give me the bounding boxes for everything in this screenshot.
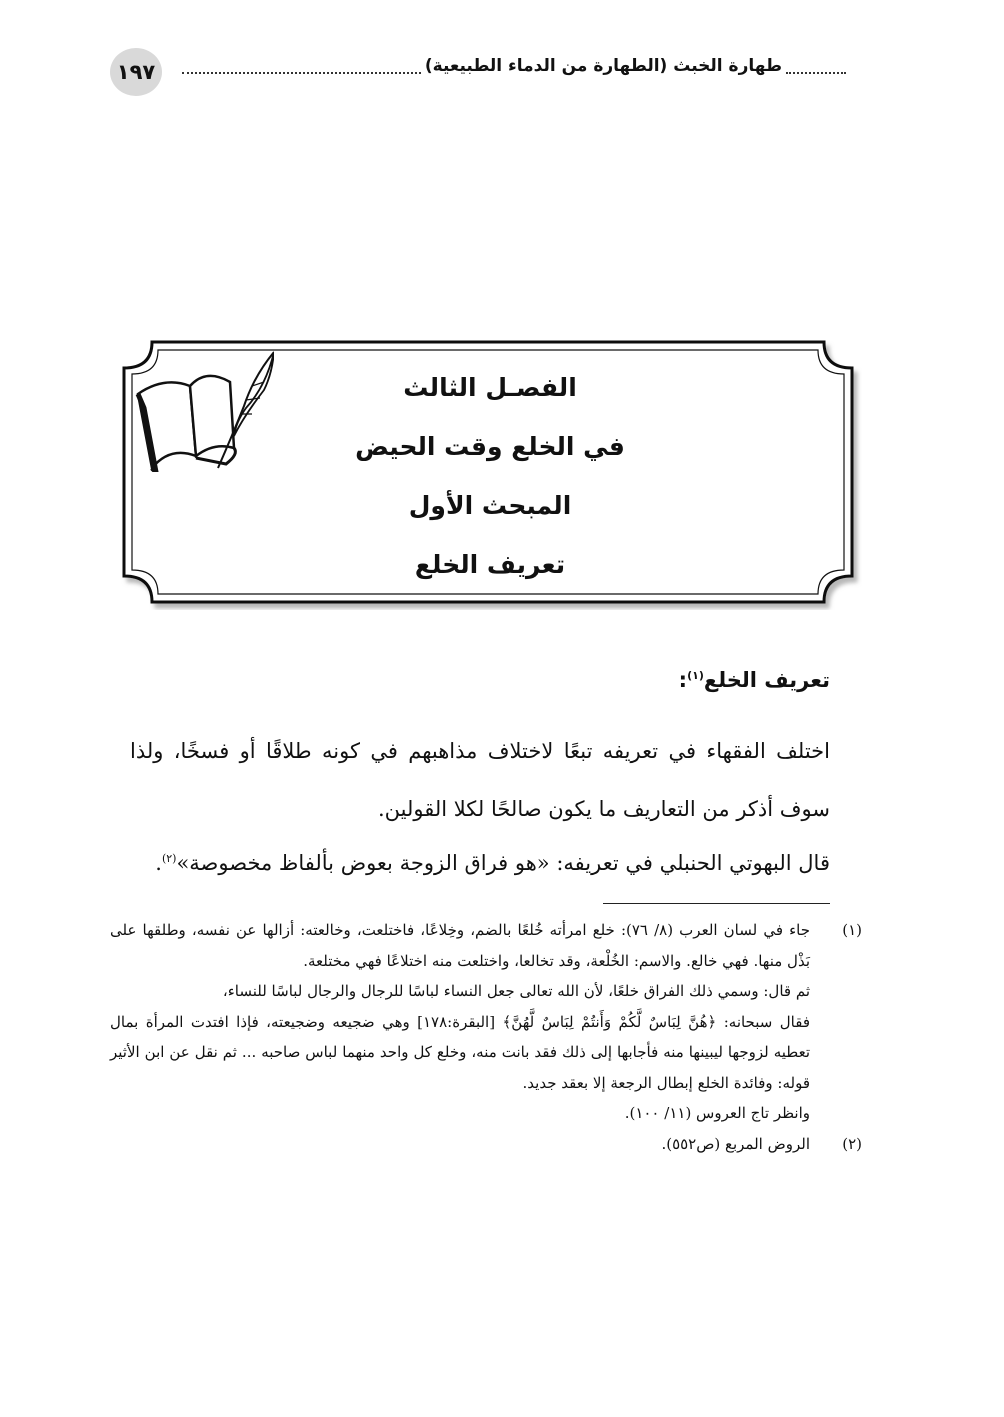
chapter-title-block xyxy=(268,358,712,594)
heading-colon: : xyxy=(678,668,688,692)
running-title-text: طهارة الخبث (الطهارة من الدماء الطبيعية) xyxy=(424,56,782,76)
page-header xyxy=(110,48,850,98)
book-quill-icon xyxy=(134,346,274,472)
quote-text: قال البهوتي الحنبلي في تعريفه: «هو فراق الزوجة بعوض بألفاظ مخصوصة» xyxy=(176,851,830,875)
chapter-label: الفصـل الثالث xyxy=(403,373,577,402)
chapter-subject: في الخلع وقت الحيض xyxy=(355,432,625,461)
section-heading xyxy=(130,668,830,692)
section-subject: تعريف الخلع xyxy=(414,550,566,579)
footnote-separator xyxy=(603,903,830,904)
footnotes xyxy=(110,915,862,1159)
footnote-paragraph: جاء في لسان العرب (٨/ ٧٦): خلع امرأته خُلعًا بالضم، وخِلاعًا، فاختلعت، وخالعته: أزالها عن نفسه، وطلقها على بَذْل منها. فهي خالع. والاسم: الخُلْعة، وقد تخالعا، واختلعت منه اختلاعًا فهي مختلعة. xyxy=(110,921,810,970)
body-paragraph-1: اختلف الفقهاء في تعريفه تبعًا لاختلاف مذاهبهم في كونه طلاقًا أو فسخًا، ولذا سوف أذكر من التعاريف ما يكون صالحًا لكلا القولين. xyxy=(130,739,830,821)
footnote-ref-1: (١) xyxy=(687,669,704,682)
footnote-paragraph: وانظر تاج العروس (١١/ ١٠٠). xyxy=(624,1104,810,1122)
chapter-title-frame xyxy=(118,338,862,610)
leader-dots-left xyxy=(182,58,421,74)
body-paragraph-2 xyxy=(130,830,830,892)
footnote-number: (٢) xyxy=(842,1134,862,1153)
leader-dots-right xyxy=(786,58,846,74)
footnote-2 xyxy=(110,1129,862,1160)
running-title xyxy=(178,56,850,76)
footnote-paragraph: ثم قال: وسمي ذلك الفراق خلعًا، لأن الله تعالى جعل النساء لباسًا للرجال والرجال لباسًا للنساء، xyxy=(222,982,810,1000)
footnote-number: (١) xyxy=(842,921,862,939)
page-number-badge: ١٩٧ xyxy=(110,48,162,96)
section-label: المبحث الأول xyxy=(408,491,572,520)
quote-end: . xyxy=(155,851,162,875)
footnote-paragraph: فقال سبحانه: ﴿هُنَّ لِبَاسٌ لَّكُمْ وَأَنتُمْ لِبَاسٌ لَّهُنَّ﴾ [البقرة:١٧٨] وهي ضجيعه وضجيعته، فإذا افتدت المرأة بمال تعطيه لزوجها ليبينها منه فأجابها إلى ذلك فقد بانت منه، وخلع كل واحد منهما لباس صاحبه ... ثم نقل عن ابن الأثير قوله: وفائدة الخلع إبطال الرجعة إلا بعقد جديد. xyxy=(110,1012,810,1092)
footnote-ref-2: (٢) xyxy=(161,852,177,865)
footnote-1 xyxy=(110,915,862,1129)
footnote-paragraph: الروض المربع (ص٥٥٢). xyxy=(661,1134,810,1153)
heading-text: تعريف الخلع xyxy=(703,668,830,692)
